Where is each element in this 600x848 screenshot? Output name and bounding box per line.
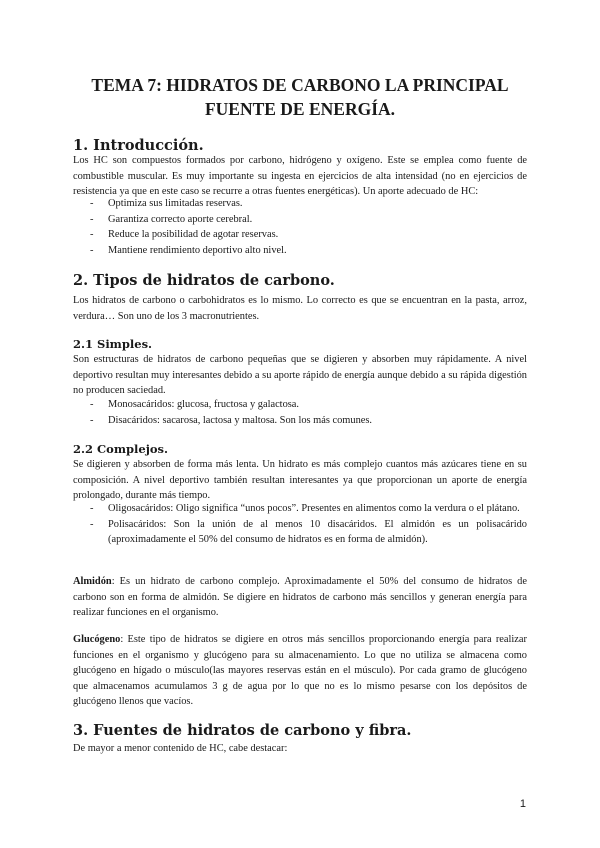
paragraph-simples: Son estructuras de hidratos de carbono pequeñas que se digieren y absorben muy rápidamente. A nivel deportivo resultan muy interesantes debido a su aporte rápido de energía aunque debido a su rápida digestión no producen saciedad. bbox=[73, 354, 527, 396]
list-item: - Oligosacáridos: Oligo significa “unos pocos”. Presentes en alimentos como la verdura o el plátano. bbox=[88, 501, 527, 517]
list-complejos bbox=[88, 501, 527, 548]
heading-fuentes: 3. Fuentes de hidratos de carbono y fibra. bbox=[73, 722, 412, 739]
paragraph-tipos: Los hidratos de carbono o carbohidratos es lo mismo. Lo correcto es que se encuentran en la pasta, arroz, verdura… Son uno de los 3 macronutrientes. bbox=[73, 295, 527, 322]
list-item: - Disacáridos: sacarosa, lactosa y maltosa. Son los más comunes. bbox=[88, 413, 527, 429]
term-almidon: Almidón bbox=[73, 576, 112, 587]
term-glucogeno: Glucógeno bbox=[73, 634, 121, 645]
list-item: - Optimiza sus limitadas reservas. bbox=[88, 196, 527, 212]
page-number: 1 bbox=[519, 798, 526, 810]
heading-introduccion: 1. Introducción. bbox=[73, 137, 204, 154]
document-title: TEMA 7: HIDRATOS DE CARBONO LA PRINCIPAL FUENTE DE ENERGÍA. bbox=[91, 75, 509, 119]
list-item: - Mantiene rendimiento deportivo alto nivel. bbox=[88, 243, 527, 259]
list-item: - Polisacáridos: Son la unión de al menos 10 disacáridos. El almidón es un polisacárido (aproximadamente el 50% del consumo de hidratos es en forma de almidón). bbox=[88, 517, 527, 548]
list-simples bbox=[88, 397, 527, 428]
paragraph-fuentes: De mayor a menor contenido de HC, cabe destacar: bbox=[73, 743, 288, 754]
definition-almidon: : Es un hidrato de carbono complejo. Aproximadamente el 50% del consumo de hidratos de carbono son en forma de almidón. Se digiere en hidratos de carbono más sencillos y generan energía para realizar funciones en el organismo. bbox=[73, 576, 527, 618]
definition-glucogeno: : Este tipo de hidratos se digiere en otros más sencillos proporcionando energía para realizar funciones en el organismo y glucógeno para su almacenamiento. Lo que no utiliza se almacena como glucógeno en hígado o músculo(las mayores reservas están en el músculo). Por cada gramo de glucógeno que almacenamos acumulamos 3 g de agua por lo que no es lo mismo pesarse con los depósitos de glucógeno llenos que vacíos. bbox=[73, 634, 527, 707]
paragraph-almidon bbox=[73, 574, 527, 621]
list-item: - Reduce la posibilidad de agotar reservas. bbox=[88, 227, 527, 243]
list-introduccion bbox=[88, 196, 527, 258]
paragraph-glucogeno bbox=[73, 632, 527, 710]
paragraph-complejos: Se digieren y absorben de forma más lenta. Un hidrato es más complejo cuantos más azúcares tiene en su composición. A nivel deportivo también resultan interesantes ya que proporcionan un aporte de energía prolongado, durante más tiempo. bbox=[73, 459, 527, 501]
heading-simples: 2.1 Simples. bbox=[73, 337, 153, 351]
heading-complejos: 2.2 Complejos. bbox=[73, 442, 169, 456]
paragraph-introduccion: Los HC son compuestos formados por carbono, hidrógeno y oxígeno. Este se emplea como fuente de combustible muscular. Es muy importante su ingesta en ejercicios de alta intensidad (no en ejercicios de resistencia ya que en este caso se recurre a otras fuentes energéticas). Un aporte adecuado de HC: bbox=[73, 155, 527, 197]
heading-tipos: 2. Tipos de hidratos de carbono. bbox=[73, 272, 335, 289]
list-item: - Monosacáridos: glucosa, fructosa y galactosa. bbox=[88, 397, 527, 413]
list-item: - Garantiza correcto aporte cerebral. bbox=[88, 212, 527, 228]
